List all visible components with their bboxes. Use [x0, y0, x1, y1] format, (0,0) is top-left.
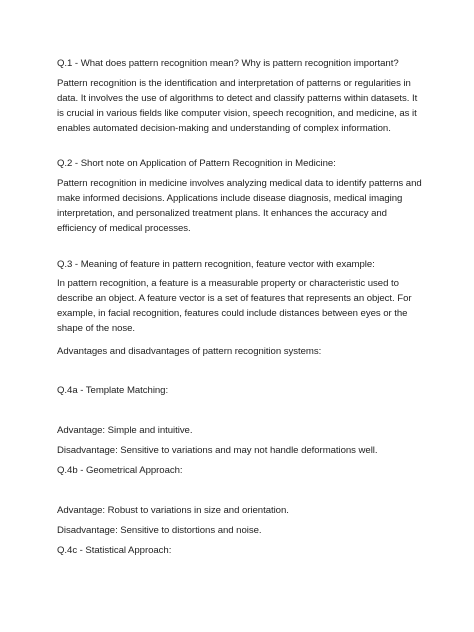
q2-heading: Q.2 - Short note on Application of Pattern Recognition in Medicine: — [57, 158, 336, 169]
q4a-heading: Q.4a - Template Matching: — [57, 385, 169, 396]
q2-answer: Pattern recognition in medicine involves analyzing medical data to identify patterns and make informed decisions. Applications include disease diagnosis, medical imaging interpretation, and personalized treatment plans. It enhances the accuracy and efficiency of medical processes. — [57, 178, 422, 234]
q1-heading: Q.1 - What does pattern recognition mean? Why is pattern recognition important? — [57, 58, 399, 69]
q4c-heading: Q.4c - Statistical Approach: — [57, 545, 172, 556]
q4b-heading: Q.4b - Geometrical Approach: — [57, 465, 183, 476]
q3-heading: Q.3 - Meaning of feature in pattern recognition, feature vector with example: — [57, 259, 375, 270]
q4a-advantage: Advantage: Simple and intuitive. — [57, 425, 193, 436]
q4-intro: Advantages and disadvantages of pattern recognition systems: — [57, 346, 322, 357]
q3-answer: In pattern recognition, a feature is a measurable property or characteristic used to describe an object. A feature vector is a set of features that represents an object. For example, in facial recognition, features could include distances between eyes or the shape of the nose. — [57, 278, 412, 334]
q4b-advantage: Advantage: Robust to variations in size and orientation. — [57, 505, 289, 516]
q4a-disadvantage: Disadvantage: Sensitive to variations and may not handle deformations well. — [57, 445, 378, 456]
q1-answer: Pattern recognition is the identification and interpretation of patterns or regularities in data. It involves the use of algorithms to detect and classify patterns within datasets. It is crucial in various fields like computer vision, speech recognition, and medicine, as it enables automated decision-making and understanding of complex information. — [57, 78, 418, 134]
q4b-disadvantage: Disadvantage: Sensitive to distortions and noise. — [57, 525, 262, 536]
